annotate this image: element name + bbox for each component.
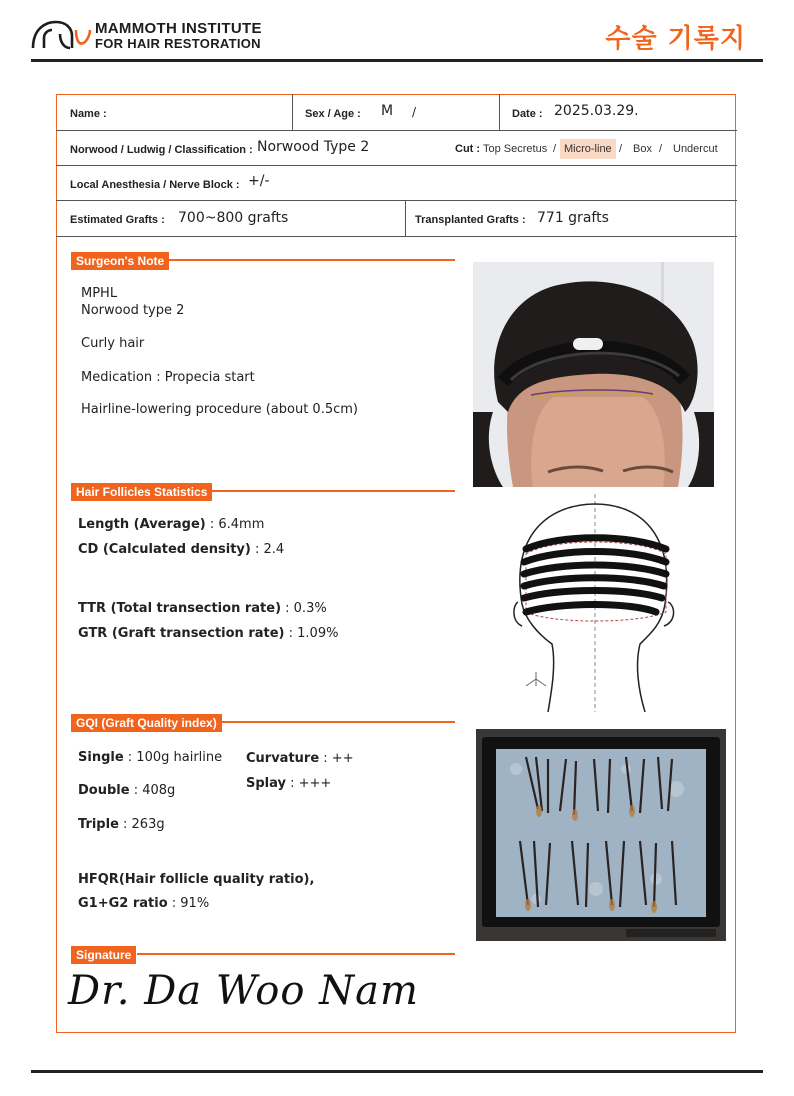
gtr-value: : 1.09% [284,626,339,641]
anesthesia-label: Local Anesthesia / Nerve Block : [70,179,240,191]
stats-title: Hair Follicles Statistics [71,483,212,501]
logo-line2: FOR HAIR RESTORATION [95,36,261,51]
cut-option-top-secretus[interactable]: Top Secretus [483,143,548,155]
length-value: : 6.4mm [205,517,265,532]
single-stat [78,750,222,765]
cd-stat [78,542,284,557]
date-value[interactable]: 2025.03.29. [554,103,639,119]
graft-microscope-photo [476,729,726,941]
cd-value: : 2.4 [250,542,285,557]
document-title: 수술 기록지 [605,24,746,54]
hfqr-line1: HFQR(Hair follicle quality ratio), [78,872,315,887]
doctor-signature: Dr. Da Woo Nam [68,968,419,1014]
ttr-value: : 0.3% [281,601,327,616]
section-rule [209,490,455,492]
divider [405,201,406,236]
divider [292,94,293,130]
gtr-label: GTR (Graft transection rate) [78,626,285,641]
gtr-stat [78,626,338,641]
mammoth-logo-icon [30,18,94,52]
age-separator: / [412,105,417,119]
note-line: Hairline-lowering procedure (about 0.5cm) [81,402,358,417]
curvature-stat [246,751,354,766]
section-rule [219,721,455,723]
row-anesthesia [56,166,737,201]
cut-separator: / [619,143,623,155]
single-value: : 100g hairline [123,750,223,765]
ttr-stat [78,601,327,616]
note-line: Norwood type 2 [81,303,185,318]
date-label: Date : [512,108,543,120]
length-stat [78,517,264,532]
triple-stat [78,817,165,832]
cut-option-box[interactable]: Box [633,143,652,155]
hfqr-stat [78,896,209,911]
top-divider [31,59,763,62]
anesthesia-value[interactable]: +/- [248,173,270,189]
donor-area-head-diagram [500,494,700,712]
logo-line1: MAMMOTH INSTITUTE [95,20,262,37]
cut-option-undercut[interactable]: Undercut [673,143,718,155]
gqi-title: GQI (Graft Quality index) [71,714,222,732]
row-grafts [56,201,737,237]
classification-value[interactable]: Norwood Type 2 [257,139,370,155]
hfqr-label: G1+G2 ratio [78,896,168,911]
sex-value[interactable]: M [381,103,394,119]
ttr-label: TTR (Total transection rate) [78,601,282,616]
splay-stat [246,776,331,791]
note-line: Curly hair [81,336,145,351]
curvature-label: Curvature [246,751,320,766]
row-classification-cut [56,131,737,166]
splay-value: : +++ [285,776,332,791]
triple-value: : 263g [118,817,165,832]
bottom-divider [31,1070,763,1073]
cut-label: Cut : [455,143,481,155]
patient-hairline-photo [473,262,714,487]
curvature-value: : ++ [319,751,354,766]
divider [499,94,500,130]
triple-label: Triple [78,817,119,832]
classification-label: Norwood / Ludwig / Classification : [70,144,253,156]
double-value: : 408g [129,783,176,798]
transplanted-grafts-label: Transplanted Grafts : [415,214,526,226]
note-line: MPHL [81,286,118,301]
splay-label: Splay [246,776,286,791]
length-label: Length (Average) [78,517,206,532]
name-label: Name : [70,108,107,120]
signature-title: Signature [71,946,136,964]
double-label: Double [78,783,130,798]
cut-separator: / [553,143,557,155]
section-rule [168,259,455,261]
note-line: Medication : Propecia start [81,370,255,385]
cut-separator: / [659,143,663,155]
estimated-grafts-value[interactable]: 700~800 grafts [178,210,289,226]
double-stat [78,783,175,798]
row-name-sex-date [56,94,737,131]
cd-label: CD (Calculated density) [78,542,251,557]
transplanted-grafts-value[interactable]: 771 grafts [537,210,609,226]
cut-option-micro-line[interactable]: Micro-line [560,139,616,159]
single-label: Single [78,750,124,765]
hfqr-value: : 91% [167,896,210,911]
surgeon-note-title: Surgeon's Note [71,252,169,270]
section-rule [137,953,455,955]
sex-age-label: Sex / Age : [305,108,361,120]
estimated-grafts-label: Estimated Grafts : [70,214,165,226]
